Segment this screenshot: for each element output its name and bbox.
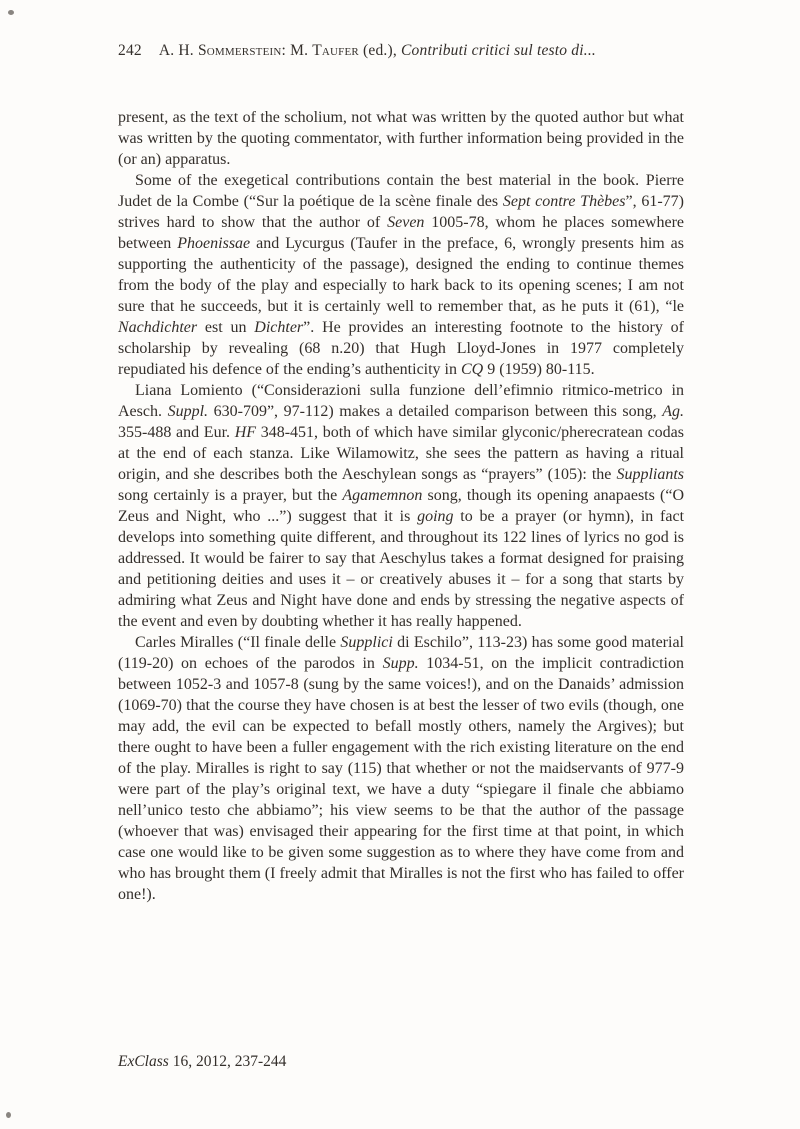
text-run: 355-488 and Eur. [118,424,235,441]
text-run: Taufer [312,42,359,59]
text-run: ”. He provides an interesting footnote to the history of scholarship by revealing (68 n.20) that Hugh Lloyd-Jones in 1977 completely repudiated his defence of the ending’s authenticity in [118,319,684,378]
text-run: Agamemnon [342,487,423,504]
text-run: Phoenissae [177,235,251,252]
text-run: song, though its opening anapaests (“O Zeus and Night, who ...”) suggest that it is [118,487,685,525]
text-run: Liana Lomiento (“Considerazioni sulla funzione dell’efimnio ritmico-metrico in Aesch. [118,382,684,420]
text-run: Nachdichter [118,319,198,336]
text-run: present, as the text of the scholium, not what was written by the quoted author but what was written by the quoting commentator, with further information being provided in the (or an) apparatus. [118,109,684,168]
review-body [118,107,684,905]
text-run: Sept contre Thèbes [502,193,626,210]
text-run: 9 (1959) 80-115. [483,361,595,378]
text-run: Carles Miralles (“Il finale delle [135,634,341,651]
paragraph [118,380,684,632]
text-run: song certainly is a prayer, but the [118,487,343,504]
text-run: Sommerstein [197,42,282,59]
text-run: 16, 2012, 237-244 [168,1053,287,1070]
running-header [118,42,718,60]
paragraph [118,632,684,905]
text-run: Seven [387,214,425,231]
text-run: and Lycurgus (Taufer in the preface, 6, wrongly presents him as supporting the authenticity of the passage), designed the ending to continue themes from the body of the play and especially to hark back to its opening scenes; I am not sure that he succeeds, but it is certainly well to remember that, as he puts it (61), “le [118,235,685,315]
text-run: est un [197,319,255,336]
text-run: ExClass [118,1053,169,1070]
text-run: Ag. [662,403,685,420]
text-run: Supp. [382,655,419,672]
journal-footer [118,1053,286,1071]
text-run: ”, 61-77) strives hard to show that the author of [118,193,685,231]
text-run: Some of the exegetical contributions contain the best material in the book. Pierre Judet de la Combe (“Sur la poétique de la scène finale des [118,172,684,210]
text-run: CQ [461,361,484,378]
text-run: 1034-51, on the implicit contradiction between 1052-3 and 1057-8 (sung by the same voices!), and on the Danaids’ admission (1069-70) that the course they have chosen is at best the lesser of two evils (though, one may add, the evil can be expected to befall mostly others, namely the Argives); but there ought to have been a fuller engagement with the rich existing literature on the end of the play. Miralles is right to say (115) that whether or not the maidservants of 977-9 were part of the play’s original text, we have a duty “spiegare il finale che abbiamo nell’unico testo che abbiamo”; his view seems to be that the author of the passage (whoever that was) envisaged their appearing for the first time at that point, in which case one would like to be given some suggestion as to where they have come from and who has brought them (I freely admit that Miralles is not the first who has failed to offer one!). [118,655,685,903]
text-run: Dichter [254,319,304,336]
text-run: di Eschilo”, 113-23) has some good material (119-20) on echoes of the parodos in [118,634,684,672]
text-run: 348-451, both of which have similar glyconic/pherecratean codas at the end of each stanza. Like Wilamowitz, she sees the pattern as having a ritual origin, and she describes both the Aeschylean songs as “prayers” (105): the [118,424,684,483]
scan-artifact [6,1112,11,1118]
page-number: 242 [118,42,142,59]
text-run: 1005-78, whom he places somewhere between [118,214,685,252]
text-run: (ed.), [358,42,402,59]
text-run: : M. [281,42,313,59]
header-title [159,42,596,59]
paragraph [118,107,684,170]
paragraph [118,170,684,380]
text-run: HF [234,424,257,441]
scan-artifact [8,10,14,15]
text-run: Contributi critici sul testo di... [401,42,596,59]
text-run: to be a prayer (or hymn), in fact develops into something quite different, and throughout its 122 lines of lyrics no god is addressed. It would be fairer to say that Aeschylus takes a format designed for praising and petitioning deities and uses it – or creatively abuses it – for a song that starts by admiring what Zeus and Night have done and ends by stressing the negative aspects of the event and even by doubting whether it has really happened. [118,508,685,630]
text-run: Suppl. [167,403,209,420]
text-run: 630-709”, 97-112) makes a detailed comparison between this song, [208,403,663,420]
text-run: A. H. [158,42,198,59]
text-run: Suppliants [616,466,684,483]
text-run: going [417,508,454,525]
text-run: Supplici [340,634,393,651]
